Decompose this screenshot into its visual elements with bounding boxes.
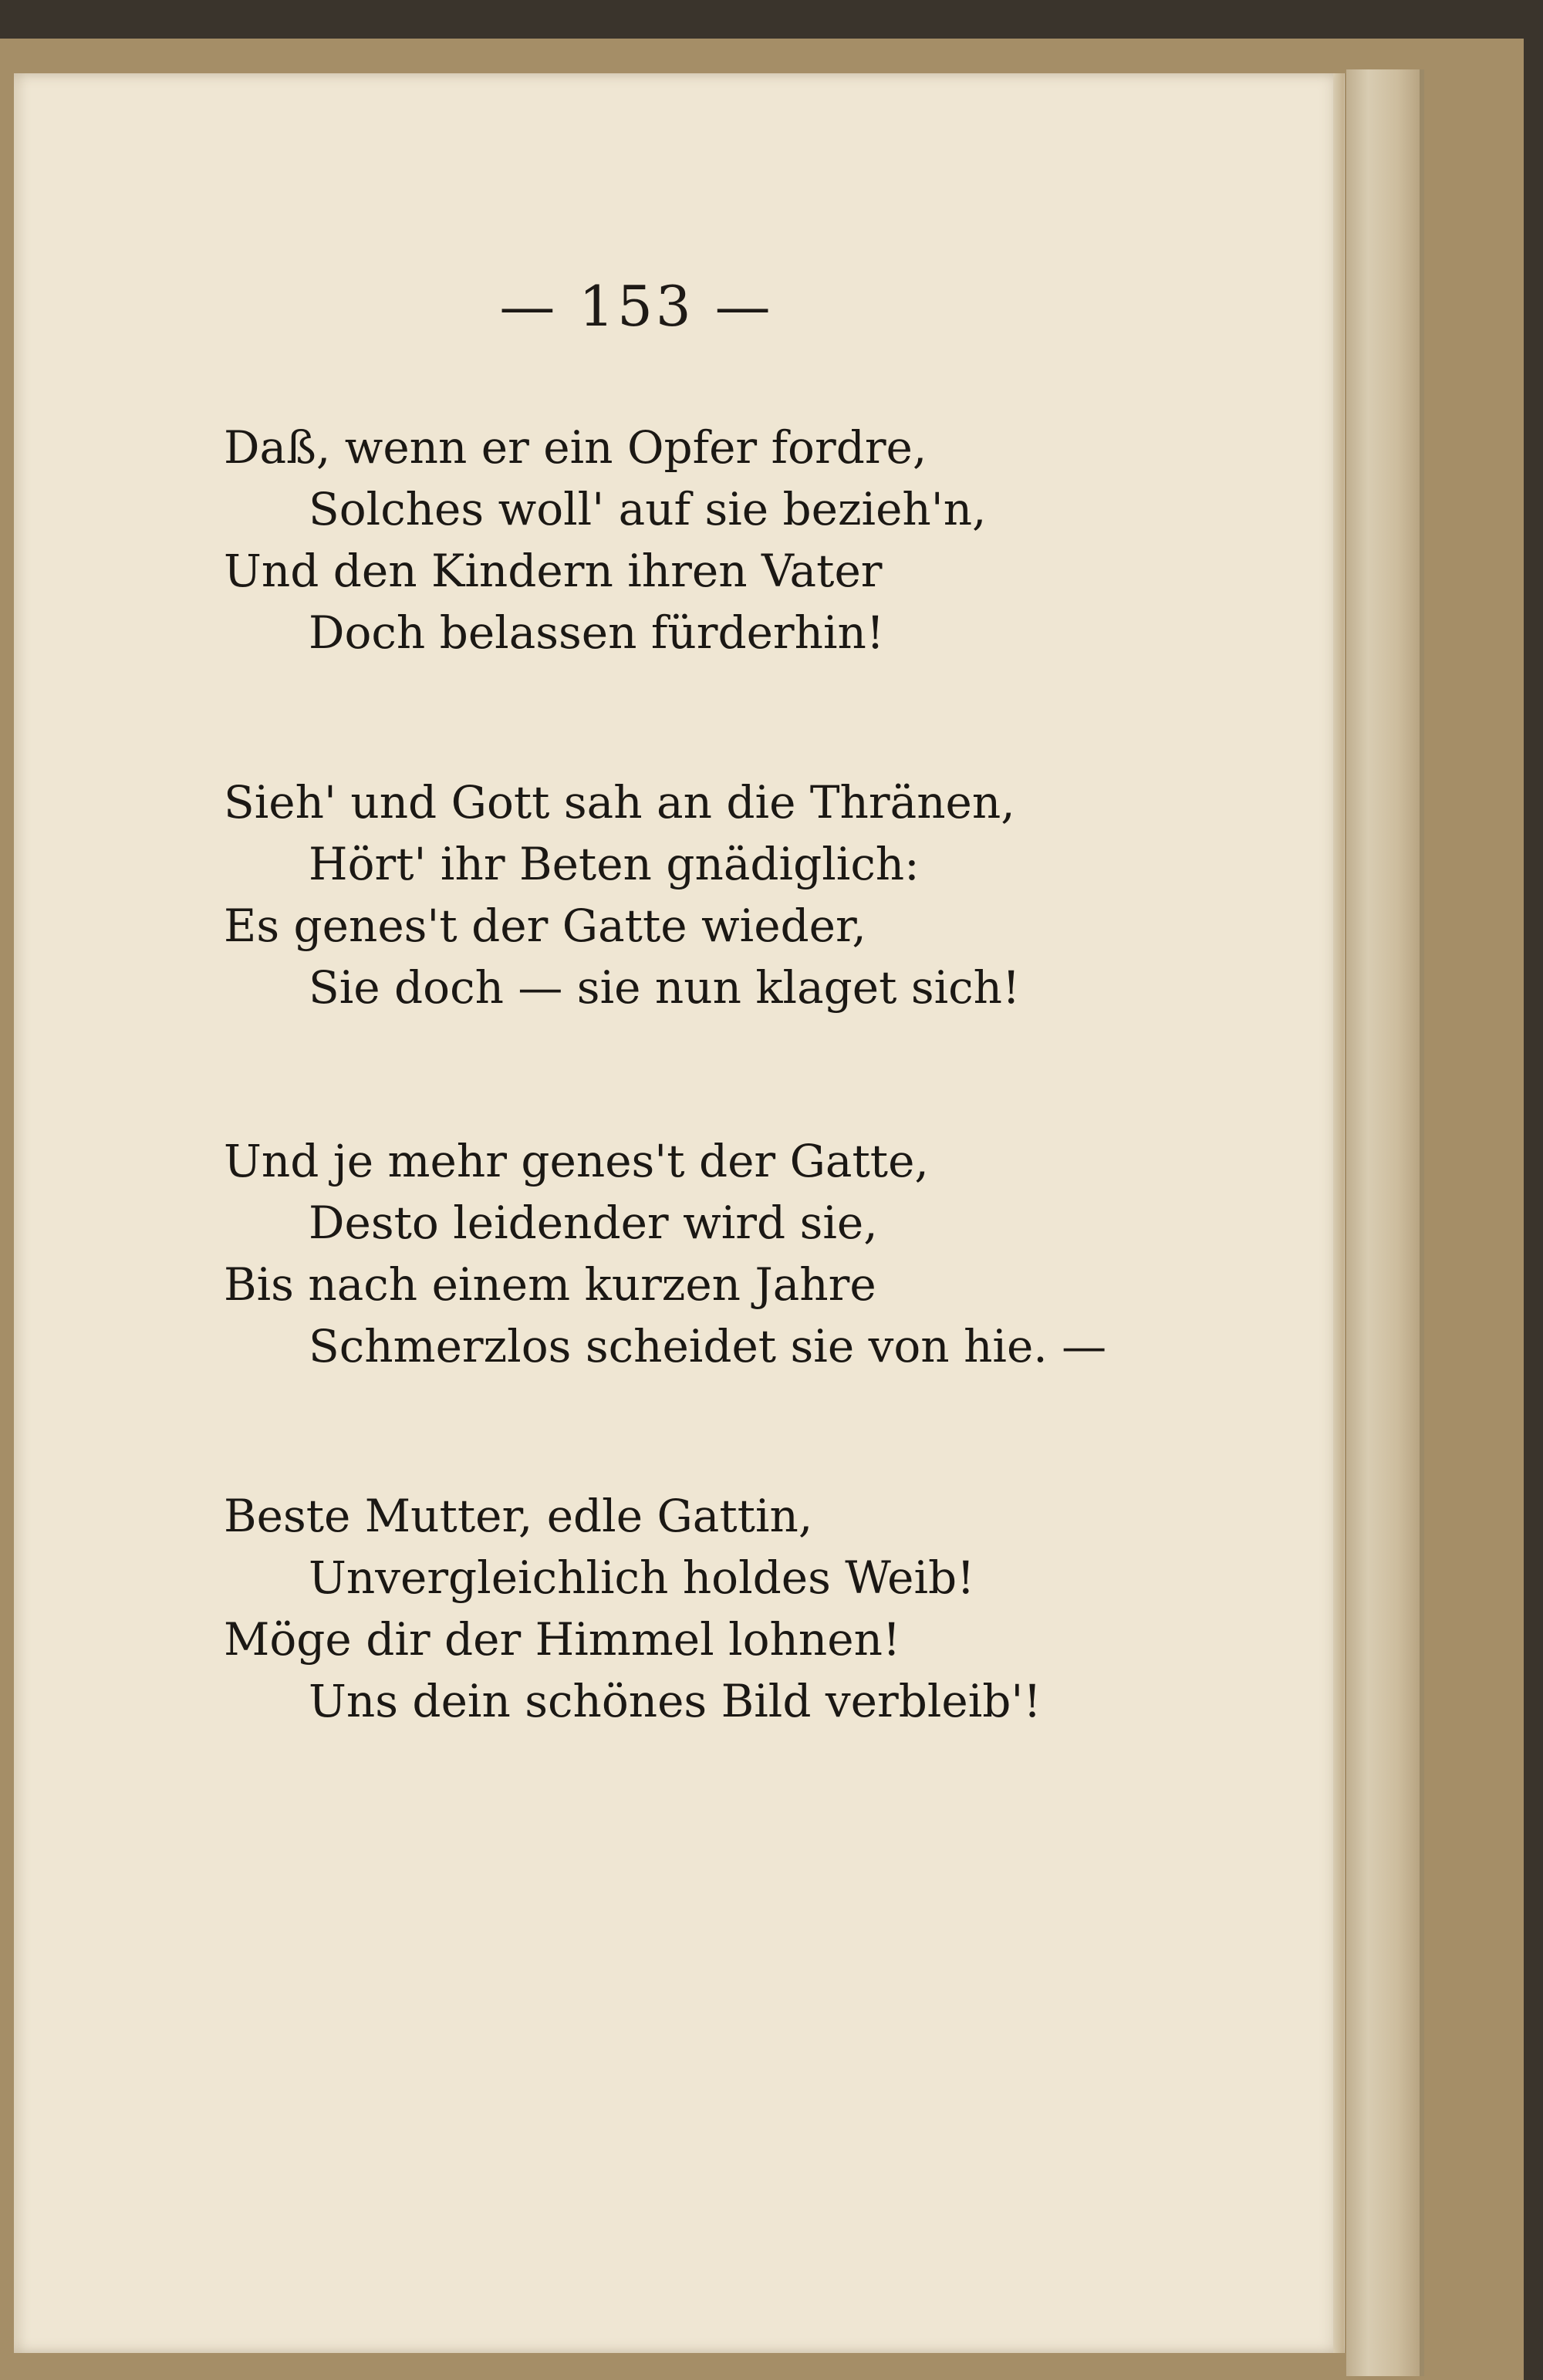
verse-line: Möge dir der Himmel lohnen! [224,1613,901,1666]
verse-line: Beste Mutter, edle Gattin, [224,1490,813,1542]
verse-line: Desto leidender wird sie, [309,1197,878,1249]
verse-line: Sie doch — sie nun klaget sich! [309,961,1021,1014]
stanza-3 [224,1130,1106,1377]
verse-line: Uns dein schönes Bild verbleib'! [309,1675,1042,1727]
verse-line: Bis nach einem kurzen Jahre [224,1258,876,1311]
verse-line: Doch belassen fürderhin! [309,606,885,659]
verse-line: Solches woll' auf sie bezieh'n, [309,483,987,535]
verse-line: Es genes't der Gatte wieder, [224,900,866,952]
page-number: — 153 — [499,274,774,339]
page-fold [1333,73,1344,2353]
verse-line: Und den Kindern ihren Vater [224,545,883,597]
verse-line: Daß, wenn er ein Opfer fordre, [224,421,927,474]
verse-line: Hört' ihr Beten gnädiglich: [309,838,920,890]
stanza-1 [224,417,987,663]
stanza-2 [224,771,1020,1018]
verse-line: Schmerzlos scheidet sie von hie. — [309,1320,1107,1372]
verse-line: Sieh' und Gott sah an die Thränen, [224,776,1015,829]
verse-line: Und je mehr genes't der Gatte, [224,1135,929,1187]
page-edges [1346,69,1424,2376]
verse-line: Unvergleichlich holdes Weib! [309,1551,975,1604]
stanza-4 [224,1485,1042,1732]
